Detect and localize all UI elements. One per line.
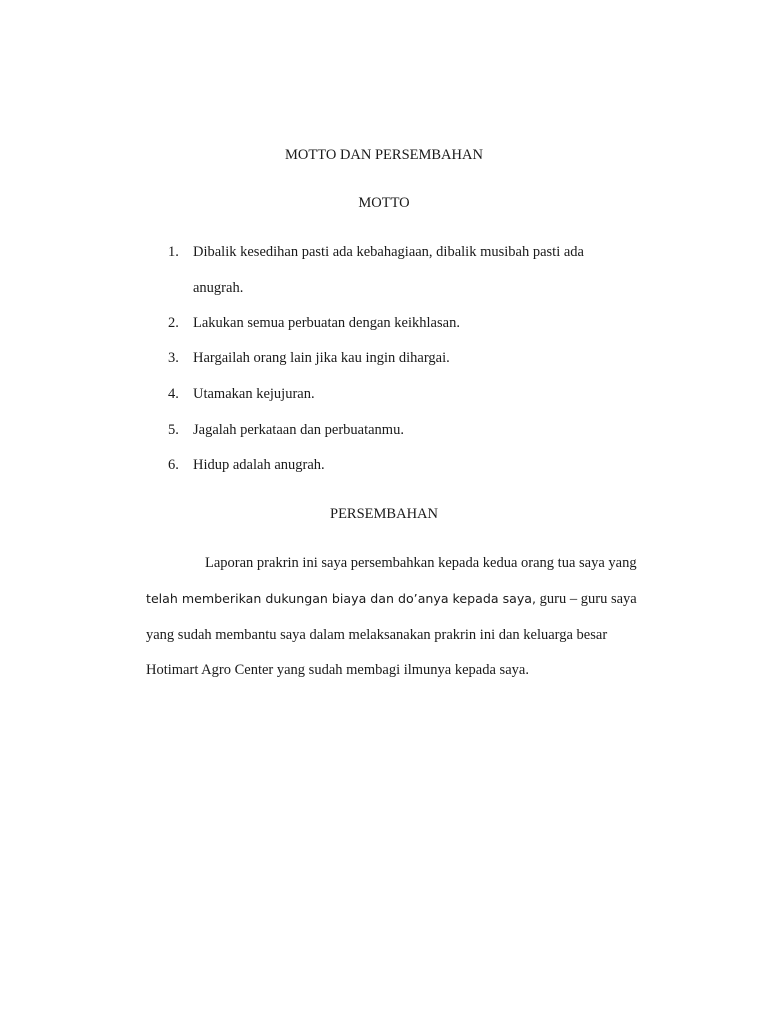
list-number: 3. [168,350,179,366]
list-item-continuation: anugrah. [193,280,244,296]
list-item [168,314,460,332]
list-text: Hidup adalah anugrah. [193,457,325,473]
list-number: 2. [168,315,179,331]
list-number: 4. [168,386,179,402]
list-text: Utamakan kejujuran. [193,386,315,402]
list-text: Dibalik kesedihan pasti ada kebahagiaan, dibalik musibah pasti ada [193,244,584,260]
list-number: 1. [168,244,179,260]
persembahan-heading: PERSEMBAHAN [330,506,438,522]
paragraph-line: yang sudah membantu saya dalam melaksanakan prakrin ini dan keluarga besar [146,627,608,643]
list-item [168,243,584,261]
list-item [168,349,450,367]
list-number: 5. [168,422,179,438]
list-item [168,385,315,403]
motto-heading: MOTTO [358,195,410,211]
list-text: Hargailah orang lain jika kau ingin dihargai. [193,350,450,366]
paragraph-line: Laporan prakrin ini saya persembahkan kepada kedua orang tua saya yang [205,555,637,571]
paragraph-line: Hotimart Agro Center yang sudah membagi ilmunya kepada saya. [146,662,529,678]
paragraph-line [146,590,637,608]
paragraph-segment: telah memberikan dukungan biaya dan do’anya kepada saya, [146,591,537,606]
list-text: Jagalah perkataan dan perbuatanmu. [193,422,404,438]
list-item [168,421,404,439]
list-text: Lakukan semua perbuatan dengan keikhlasan. [193,315,460,331]
paragraph-segment: guru – guru saya [536,591,637,607]
page-title: MOTTO DAN PERSEMBAHAN [285,147,483,163]
list-item [168,456,325,474]
list-number: 6. [168,457,179,473]
